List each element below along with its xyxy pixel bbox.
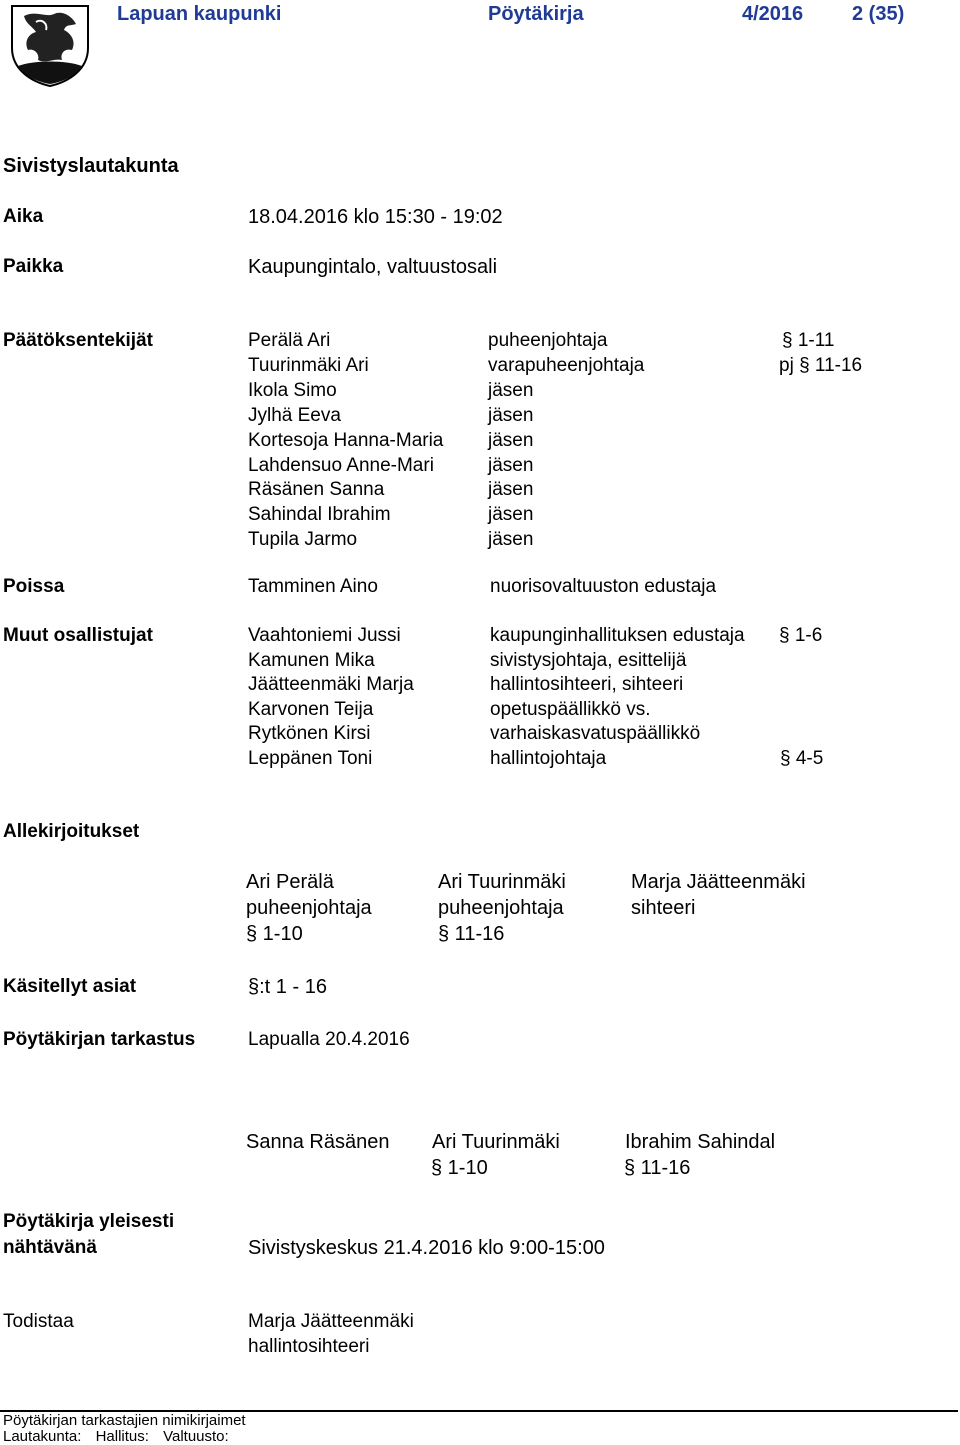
signer-name: Ari Tuurinmäki — [438, 871, 566, 893]
decision-maker-role: jäsen — [488, 504, 534, 526]
footer-line2: Lautakunta: Hallitus: Valtuusto: — [3, 1428, 229, 1445]
decision-maker-name: Ikola Simo — [248, 379, 337, 401]
reviewer-section: § 1-10 — [431, 1157, 488, 1179]
decision-maker-note: pj § 11-16 — [779, 354, 863, 376]
decision-maker-role: puheenjohtaja — [488, 330, 608, 351]
decision-maker-role: jäsen — [488, 479, 534, 501]
participant-name: Jäätteenmäki Marja — [248, 674, 414, 696]
participant-name: Vaahtoniemi Jussi — [248, 625, 401, 646]
review-label: Pöytäkirjan tarkastus — [3, 1029, 196, 1050]
participant-role: sivistysjohtaja, esittelijä — [490, 649, 687, 671]
header-org: Lapuan kaupunki — [117, 3, 282, 25]
header-page: 2 (35) — [852, 3, 905, 25]
place-value: Kaupungintalo, valtuustosali — [248, 256, 498, 278]
participant-note: § 4-5 — [780, 748, 824, 769]
decision-maker-role: jäsen — [488, 529, 534, 551]
reviewer-name: Ari Tuurinmäki — [432, 1131, 560, 1153]
certify-name: Marja Jäätteenmäki — [248, 1311, 414, 1332]
reviewer-name: Sanna Räsänen — [246, 1131, 390, 1153]
decision-makers-label: Päätöksentekijät — [3, 330, 153, 351]
time-label: Aika — [3, 206, 44, 227]
signer-name: Marja Jäätteenmäki — [631, 871, 806, 893]
decision-maker-role: jäsen — [488, 379, 534, 401]
header-doc-type: Pöytäkirja — [488, 3, 584, 25]
header-doc-number: 4/2016 — [742, 3, 804, 25]
participant-role: kaupunginhallituksen edustaja — [490, 625, 745, 646]
public-label-line1: Pöytäkirja yleisesti — [3, 1211, 175, 1232]
absent-role: nuorisovaltuuston edustaja — [490, 576, 717, 597]
signer-section: § 11-16 — [438, 923, 505, 945]
decision-maker-name: Jylhä Eeva — [248, 404, 341, 426]
decision-maker-name: Räsänen Sanna — [248, 479, 385, 501]
signer-name: Ari Perälä — [246, 871, 334, 893]
public-label-line2: nähtävänä — [3, 1237, 97, 1258]
reviewer-section: § 11-16 — [624, 1157, 691, 1179]
footer-line1: Pöytäkirjan tarkastajien nimikirjaimet — [3, 1412, 246, 1429]
decision-maker-role: jäsen — [488, 454, 534, 476]
signatures-label: Allekirjoitukset — [3, 821, 140, 842]
participant-role: hallintosihteeri, sihteeri — [490, 674, 684, 696]
time-value: 18.04.2016 klo 15:30 - 19:02 — [248, 206, 503, 228]
coat-of-arms-logo — [6, 2, 94, 88]
participant-name: Rytkönen Kirsi — [248, 723, 371, 745]
participant-name: Kamunen Mika — [248, 649, 375, 671]
handled-label: Käsitellyt asiat — [3, 976, 137, 997]
decision-maker-role: varapuheenjohtaja — [488, 354, 645, 376]
reviewer-name: Ibrahim Sahindal — [625, 1131, 776, 1153]
public-value: Sivistyskeskus 21.4.2016 klo 9:00-15:00 — [248, 1237, 605, 1259]
certify-label: Todistaa — [3, 1311, 74, 1332]
decision-maker-role: jäsen — [488, 404, 534, 426]
body-name: Sivistyslautakunta — [3, 155, 179, 177]
participant-role: varhaiskasvatuspäällikkö — [490, 723, 701, 745]
absent-name: Tamminen Aino — [248, 576, 378, 597]
signer-role: puheenjohtaja — [438, 897, 564, 919]
decision-maker-name: Tuurinmäki Ari — [248, 354, 369, 376]
participant-role: opetuspäällikkö vs. — [490, 698, 651, 720]
participant-name: Leppänen Toni — [248, 748, 373, 769]
review-value: Lapualla 20.4.2016 — [248, 1029, 410, 1050]
place-label: Paikka — [3, 256, 64, 277]
signer-role: puheenjohtaja — [246, 897, 372, 919]
decision-maker-note: § 1-11 — [782, 330, 835, 351]
participant-role: hallintojohtaja — [490, 748, 607, 769]
decision-maker-name: Lahdensuo Anne-Mari — [248, 454, 434, 476]
handled-value: §:t 1 - 16 — [248, 976, 327, 998]
participant-note: § 1-6 — [779, 625, 823, 646]
other-participants-label: Muut osallistujat — [3, 625, 153, 646]
decision-maker-name: Sahindal Ibrahim — [248, 504, 391, 526]
decision-maker-role: jäsen — [488, 429, 534, 451]
absent-label: Poissa — [3, 576, 65, 597]
decision-maker-name: Tupila Jarmo — [248, 529, 358, 551]
signer-role: sihteeri — [631, 897, 696, 919]
certify-title: hallintosihteeri — [248, 1336, 370, 1357]
decision-maker-name: Perälä Ari — [248, 330, 331, 351]
signer-section: § 1-10 — [246, 923, 303, 945]
decision-maker-name: Kortesoja Hanna-Maria — [248, 429, 444, 451]
participant-name: Karvonen Teija — [248, 698, 374, 720]
